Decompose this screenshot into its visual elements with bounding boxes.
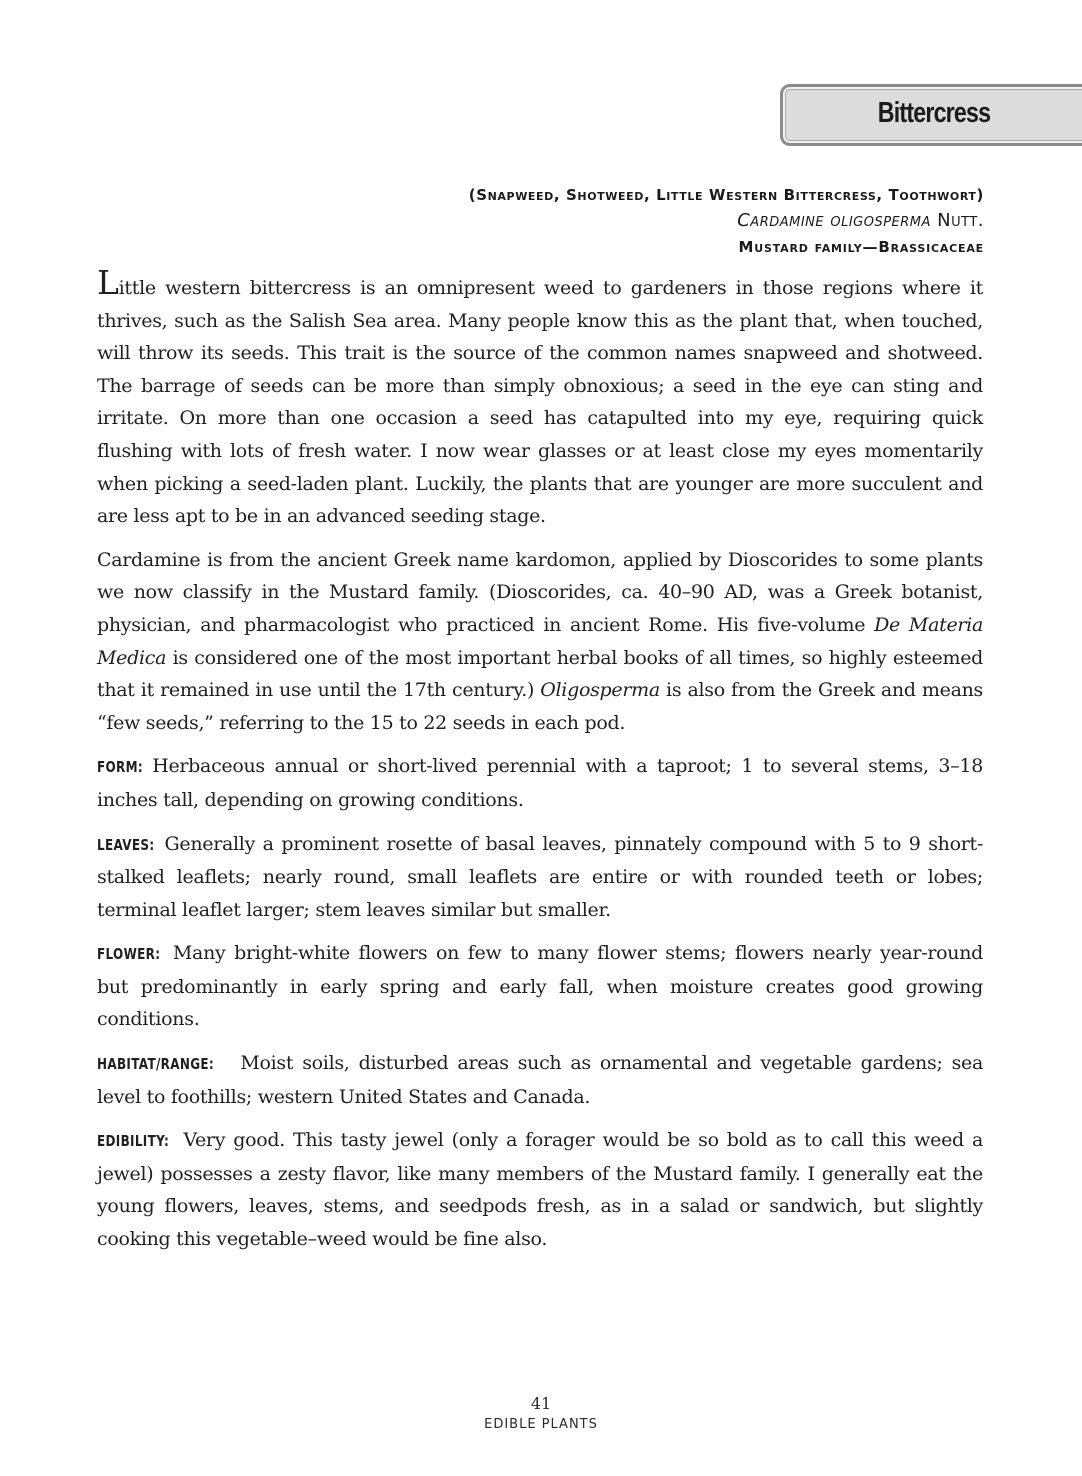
scientific-name: Cardamine oligosperma: [737, 210, 931, 231]
scientific-name-line: [469, 208, 984, 234]
section-text: Generally a prominent rosette of basal leaves, pinnately compound with 5 to 9 short-stalked leaflets; nearly round, small leaflets are entire or with rounded teeth or lobes; terminal leaflet larger; stem leaves similar but smaller.: [97, 832, 983, 921]
section-label: EDIBILITY:: [97, 1132, 170, 1151]
book-title: De Materia Medica: [97, 613, 983, 669]
page-footer: [0, 1393, 1082, 1435]
section-leaves: [97, 828, 983, 927]
epithet: Oligosperma: [540, 679, 660, 702]
section-text: Many bright-white flowers on few to many flower stems; flowers nearly year-round but predominantly in early spring and early fall, when moisture creates good growing conditions.: [97, 942, 983, 1031]
section-label: FLOWER:: [97, 945, 161, 964]
plant-family: Mustard family—Brassicaceae: [738, 238, 984, 256]
section-habitat-range: [97, 1047, 983, 1113]
intro-paragraph: [97, 263, 983, 533]
section-text: Herbaceous annual or short-lived perennial with a taproot; 1 to several stems, 3–18 inches tall, depending on growing conditions.: [97, 755, 983, 811]
etymology-text-3: is also from the Greek and means “few seeds,” referring to the 15 to 22 seeds in each pod.: [97, 679, 983, 734]
etymology-text-1: Cardamine is from the ancient Greek name kardomon, applied by Dioscorides to some plants we now classify in the Mustard family. (Dioscorides, ca. 40–90 AD, was a Greek botanist, physician, and pharmacologist who practiced in ancient Rome. His five-volume: [97, 548, 983, 636]
etymology-paragraph: [97, 544, 983, 740]
section-edibility: [97, 1124, 983, 1255]
section-label: HABITAT/RANGE:: [97, 1055, 215, 1074]
authority: Nutt.: [937, 210, 984, 231]
etymology-text-2: is considered one of the most important herbal books of all times, so highly esteemed that it remained in use until the 17th century.): [97, 646, 983, 702]
running-foot: EDIBLE PLANTS: [484, 1417, 598, 1432]
drop-cap: L: [97, 263, 119, 302]
section-text: Very good. This tasty jewel (only a forager would be so bold as to call this weed a jewel) possesses a zesty flavor, like many members of the Mustard family. I generally eat the young flowers, leaves, stems, and seedpods fresh, as in a salad or sandwich, but slightly cooking this vegetable–weed would be fine also.: [97, 1129, 983, 1251]
species-heading: [469, 182, 984, 260]
section-label: FORM:: [97, 758, 143, 777]
section-text: Moist soils, disturbed areas such as ornamental and vegetable gardens; sea level to foothills; western United States and Canada.: [97, 1052, 984, 1108]
section-flower: [97, 937, 983, 1036]
section-label: LEAVES:: [97, 835, 155, 854]
body-text: [97, 263, 984, 1267]
section-form: [97, 750, 983, 816]
intro-text: ittle western bittercress is an omnipresent weed to gardeners in those regions where it thrives, such as the Salish Sea area. Many people know this as the plant that, when touched, will throw its seeds. This trait is the source of the common names snapweed and shotweed. The barrage of seeds can be more than simply obnoxious; a seed in the eye can sting and irritate. On more than one occasion a seed has catapulted into my eye, requiring quick flushing with lots of fresh water. I now wear glasses or at least close my eyes momentarily when picking a seed-laden plant. Luckily, the plants that are younger are more succulent and are less apt to be in an advanced seeding stage.: [97, 277, 983, 528]
common-names: (Snapweed, Shotweed, Little Western Bittercress, Toothwort): [468, 186, 984, 204]
page-title: Bittercress: [877, 97, 991, 129]
title-tab: [780, 84, 1082, 146]
page-number: 41: [530, 1394, 552, 1413]
